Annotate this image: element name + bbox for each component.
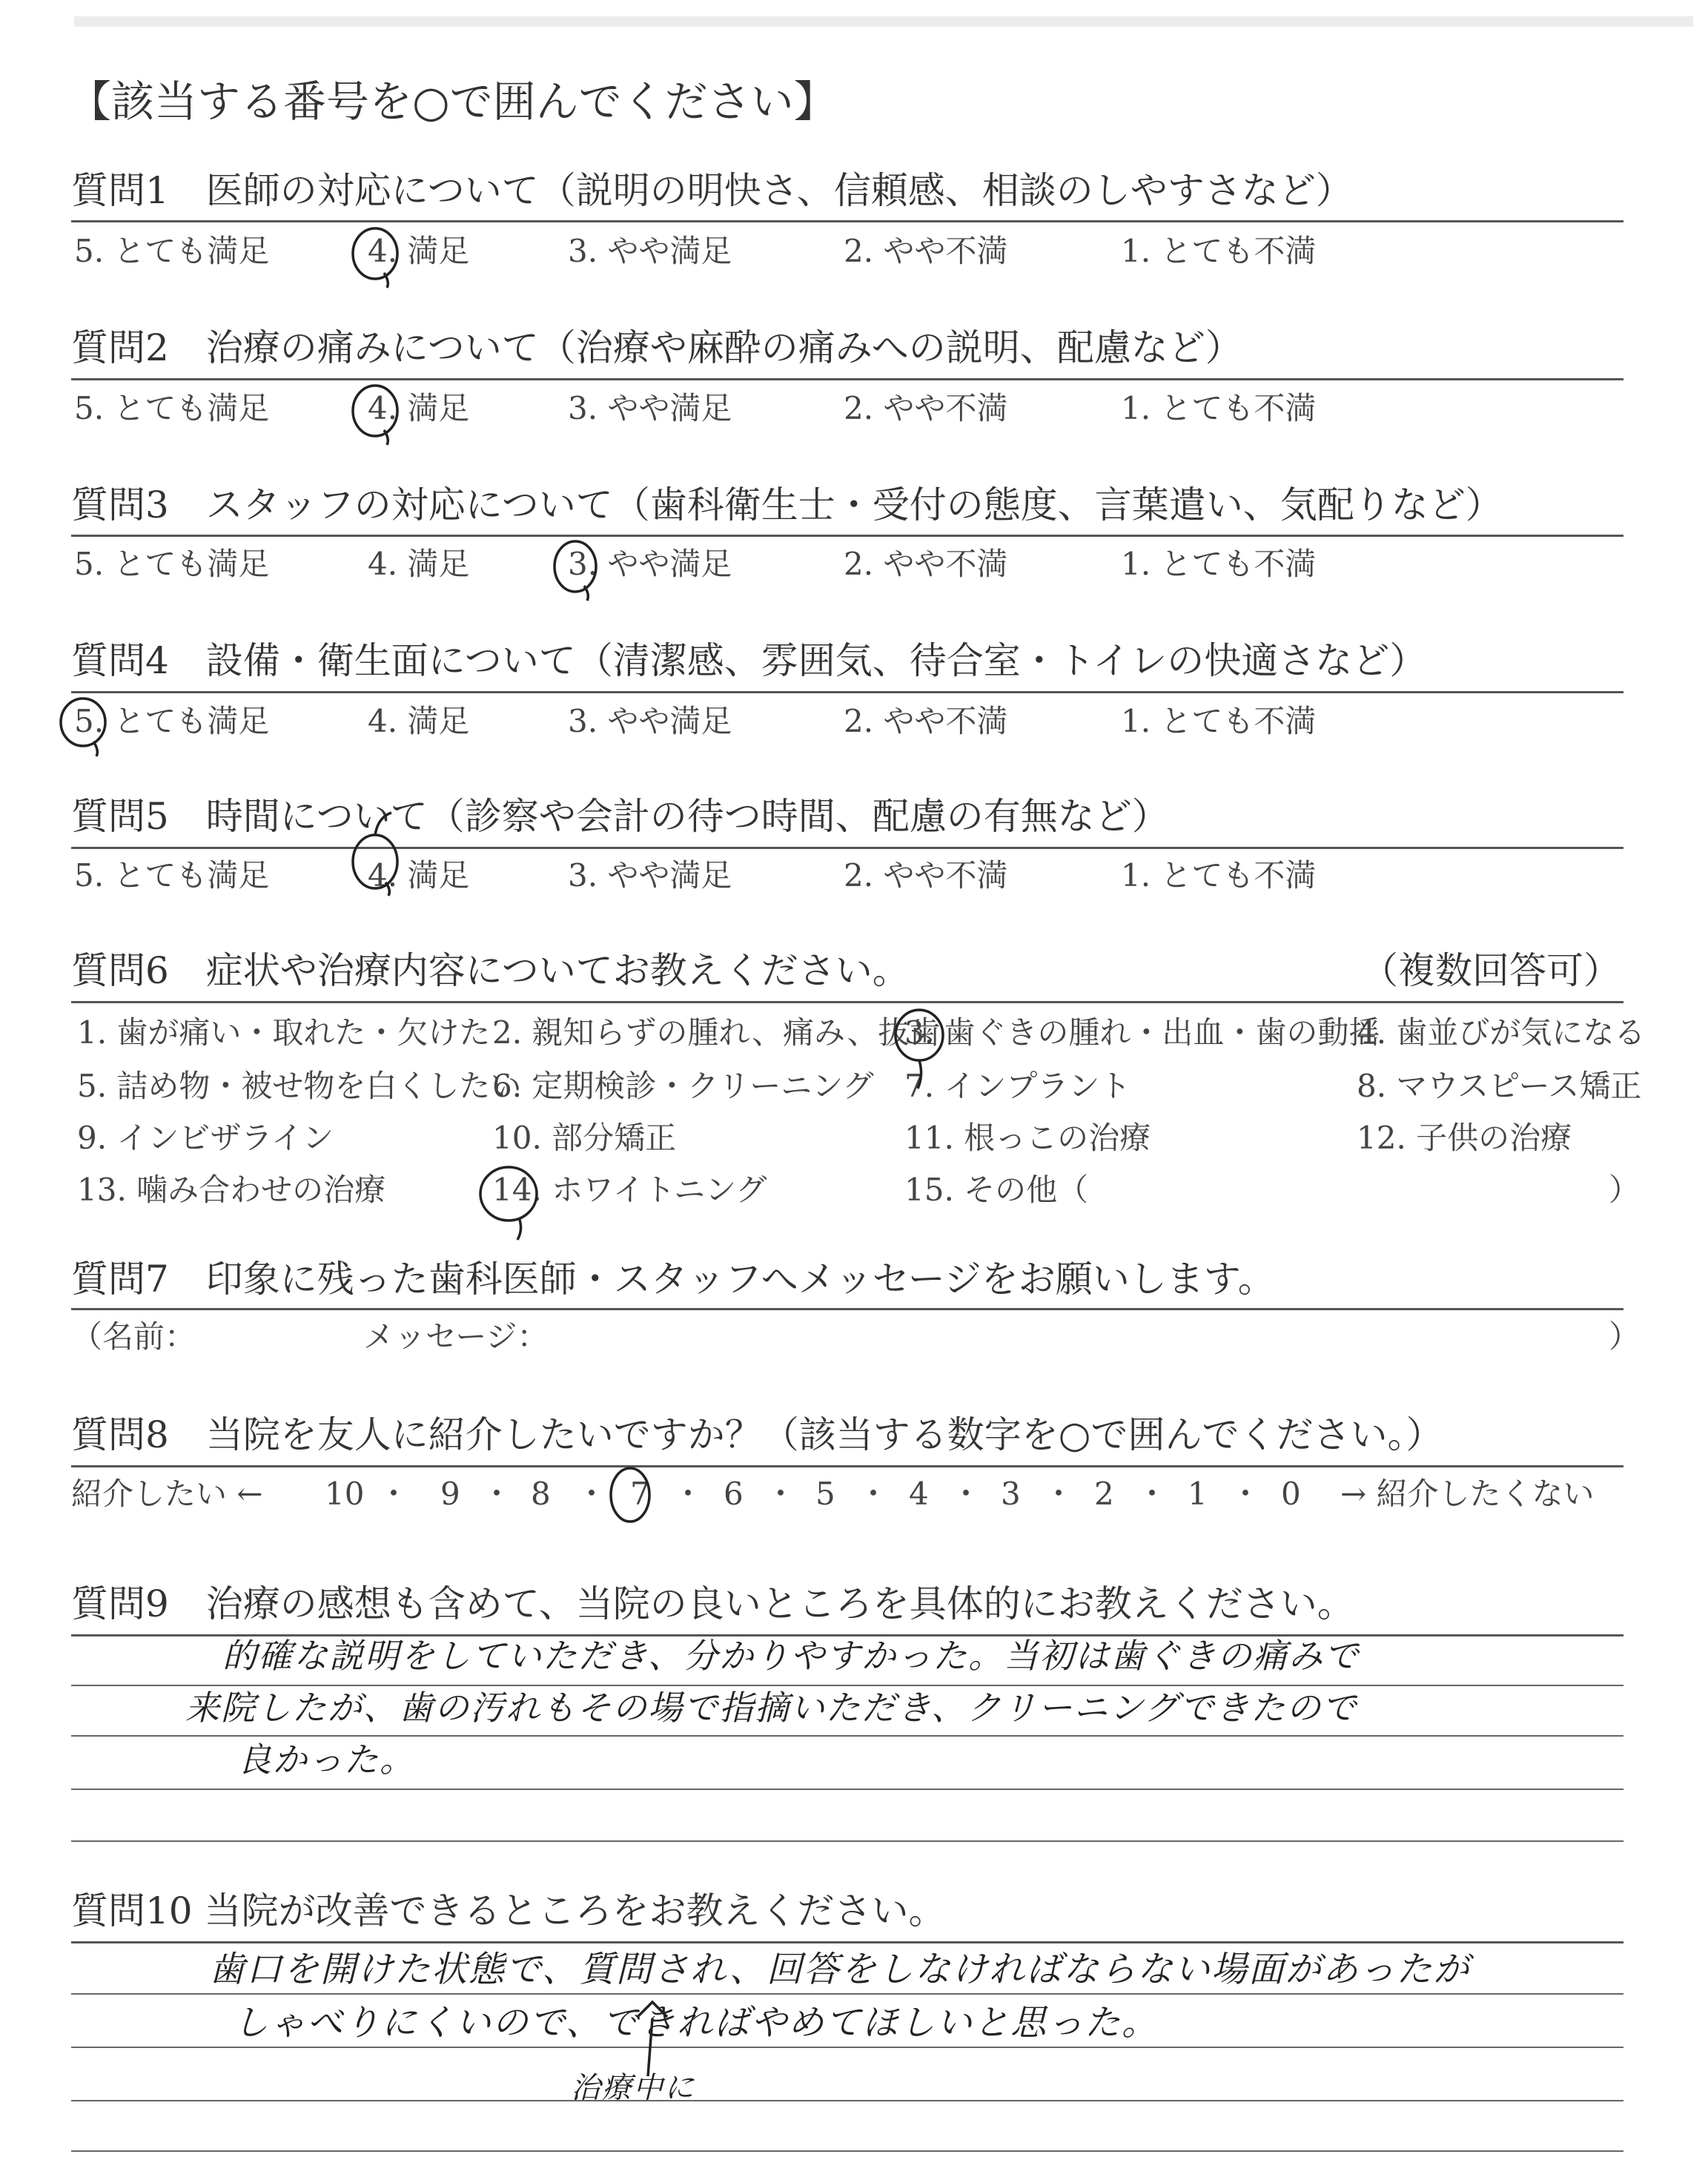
q7-close-paren: ） <box>1609 1318 1641 1355</box>
question-1-title: 質問1 医師の対応について（説明の明快さ、信頼感、相談のしやすさなど） <box>71 169 1353 212</box>
q9-answer-line-2: 来院したが、歯の汚れもその場で指摘いただき、クリーニングできたので <box>185 1688 1358 1728</box>
q6-option-4[interactable]: 4. 歯並びが気になる <box>1357 1014 1646 1051</box>
question-10-rule <box>71 1941 1623 1943</box>
q8-scale-7[interactable]: 7 <box>630 1476 650 1512</box>
q8-scale-9[interactable]: 9 <box>440 1476 460 1512</box>
q8-scale-separator: ・ <box>858 1476 890 1512</box>
q5-option-2[interactable]: 2. やや不満 <box>844 857 1008 894</box>
q8-scale-separator: ・ <box>950 1476 982 1512</box>
question-2-rule <box>71 378 1623 380</box>
q2-option-1[interactable]: 1. とても不満 <box>1121 390 1317 426</box>
q4-option-3[interactable]: 3. やや満足 <box>568 703 732 739</box>
q6-option-11[interactable]: 11. 根っこの治療 <box>904 1120 1151 1156</box>
q2-option-3[interactable]: 3. やや満足 <box>568 390 732 426</box>
q8-scale-separator: ・ <box>1136 1476 1168 1512</box>
q6-option-5[interactable]: 5. 詰め物・被せ物を白くしたい <box>77 1068 522 1104</box>
question-6-multiple-note: （複数回答可） <box>1361 949 1621 992</box>
q8-scale-separator: ・ <box>1230 1476 1262 1512</box>
q9-write-line-2 <box>71 1735 1623 1737</box>
q8-scale-separator: ・ <box>765 1476 797 1512</box>
q5-option-4[interactable]: 4. 満足 <box>368 857 470 894</box>
q8-scale-1[interactable]: 1 <box>1188 1476 1208 1512</box>
q8-right-label: → 紹介したくない <box>1340 1476 1595 1512</box>
question-5-rule <box>71 847 1623 849</box>
question-3-rule <box>71 535 1623 537</box>
q6-option-8[interactable]: 8. マウスピース矯正 <box>1357 1068 1642 1104</box>
q9-write-line-3 <box>71 1789 1623 1790</box>
q6-option-13[interactable]: 13. 噛み合わせの治療 <box>77 1172 386 1208</box>
q8-scale-3[interactable]: 3 <box>1001 1476 1021 1512</box>
q5-option-3[interactable]: 3. やや満足 <box>568 857 732 894</box>
q10-answer-line-1: 歯口を開けた状態で、質問され、回答をしなければならない場面があったが <box>209 1949 1471 1990</box>
q6-other-close-paren: ） <box>1609 1172 1641 1208</box>
q6-option-6[interactable]: 6. 定期検診・クリーニング <box>492 1068 874 1104</box>
q5-option-5[interactable]: 5. とても満足 <box>74 857 270 894</box>
q6-option-3[interactable]: 3. 歯ぐきの腫れ・出血・歯の動揺 <box>904 1014 1380 1051</box>
q8-scale-separator: ・ <box>378 1476 410 1512</box>
q6-option-7[interactable]: 7. インプラント <box>904 1068 1131 1104</box>
q9-write-line-4 <box>71 1840 1623 1842</box>
q4-option-1[interactable]: 1. とても不満 <box>1121 703 1317 739</box>
q8-scale-separator: ・ <box>576 1476 608 1512</box>
q1-option-4[interactable]: 4. 満足 <box>368 233 470 269</box>
q8-left-label: 紹介したい ← <box>71 1476 263 1512</box>
q1-option-2[interactable]: 2. やや不満 <box>844 233 1008 269</box>
page-header: 【該当する番号を○で囲んでください】 <box>68 76 837 127</box>
q8-scale-10[interactable]: 10 <box>325 1476 365 1512</box>
q8-scale-8[interactable]: 8 <box>531 1476 551 1512</box>
q10-answer-line-2: しゃべりにくいので、できればやめてほしいと思った。 <box>233 2002 1159 2044</box>
question-4-title: 質問4 設備・衛生面について（清潔感、雰囲気、待合室・トイレの快適さなど） <box>71 639 1427 682</box>
q6-option-2[interactable]: 2. 親知らずの腫れ、痛み、抜歯 <box>492 1014 941 1051</box>
question-8-title: 質問8 当院を友人に紹介したいですか？（該当する数字を○で囲んでください。） <box>71 1413 1443 1456</box>
q6-option-10[interactable]: 10. 部分矯正 <box>492 1120 677 1156</box>
question-8-rule <box>71 1465 1623 1467</box>
q4-option-2[interactable]: 2. やや不満 <box>844 703 1008 739</box>
q4-option-5[interactable]: 5. とても満足 <box>74 703 270 739</box>
question-10-title: 質問10 当院が改善できるところをお教えください。 <box>71 1889 946 1932</box>
question-6-title: 質問6 症状や治療内容についてお教えください。 <box>71 949 910 992</box>
q9-answer-line-3: 良かった。 <box>237 1740 415 1780</box>
q8-scale-4[interactable]: 4 <box>909 1476 929 1512</box>
q3-option-5[interactable]: 5. とても満足 <box>74 546 270 582</box>
q6-option-12[interactable]: 12. 子供の治療 <box>1357 1120 1572 1156</box>
q2-option-4[interactable]: 4. 満足 <box>368 390 470 426</box>
q8-scale-0[interactable]: 0 <box>1281 1476 1301 1512</box>
q8-scale-6[interactable]: 6 <box>724 1476 744 1512</box>
q1-option-1[interactable]: 1. とても不満 <box>1121 233 1317 269</box>
question-1-rule <box>71 220 1623 222</box>
question-2-title: 質問2 治療の痛みについて（治療や麻酔の痛みへの説明、配慮など） <box>71 326 1242 369</box>
q6-option-9[interactable]: 9. インビザライン <box>77 1120 334 1156</box>
question-9-title: 質問9 治療の感想も含めて、当院の良いところを具体的にお教えください。 <box>71 1582 1354 1625</box>
q8-scale-separator: ・ <box>481 1476 513 1512</box>
q8-scale-5[interactable]: 5 <box>815 1476 835 1512</box>
scan-edge <box>74 16 1693 27</box>
q5-option-1[interactable]: 1. とても不満 <box>1121 857 1317 894</box>
q1-option-5[interactable]: 5. とても満足 <box>74 233 270 269</box>
question-5-title: 質問5 時間について（診察や会計の待つ時間、配慮の有無など） <box>71 795 1169 838</box>
q3-option-1[interactable]: 1. とても不満 <box>1121 546 1317 582</box>
q2-option-5[interactable]: 5. とても満足 <box>74 390 270 426</box>
q9-write-line-1 <box>71 1685 1623 1686</box>
q8-scale-separator: ・ <box>672 1476 704 1512</box>
q3-option-4[interactable]: 4. 満足 <box>368 546 470 582</box>
q7-message-label: メッセージ： <box>363 1318 549 1355</box>
q6-option-15[interactable]: 15. その他（ <box>904 1172 1089 1208</box>
q3-option-2[interactable]: 2. やや不満 <box>844 546 1008 582</box>
question-4-rule <box>71 691 1623 693</box>
q2-option-2[interactable]: 2. やや不満 <box>844 390 1008 426</box>
q10-insert-note: 治療中に <box>571 2071 695 2105</box>
q6-option-14[interactable]: 14. ホワイトニング <box>492 1172 767 1208</box>
q3-option-3[interactable]: 3. やや満足 <box>568 546 732 582</box>
q6-option-1[interactable]: 1. 歯が痛い・取れた・欠けた <box>77 1014 491 1051</box>
question-6-rule <box>71 1001 1623 1003</box>
q9-answer-line-1: 的確な説明をしていただき、分かりやすかった。当初は歯ぐきの痛みで <box>222 1636 1360 1676</box>
q10-write-line-1 <box>71 1993 1623 1995</box>
q8-scale-2[interactable]: 2 <box>1094 1476 1114 1512</box>
question-7-rule <box>71 1308 1623 1310</box>
q10-write-line-4 <box>71 2150 1623 2152</box>
q4-option-4[interactable]: 4. 満足 <box>368 703 470 739</box>
question-7-title: 質問7 印象に残った歯科医師・スタッフへメッセージをお願いします。 <box>71 1258 1275 1301</box>
q8-scale-separator: ・ <box>1043 1476 1075 1512</box>
q1-option-3[interactable]: 3. やや満足 <box>568 233 732 269</box>
q7-name-label: （名前： <box>71 1318 196 1355</box>
q10-write-line-2 <box>71 2047 1623 2048</box>
question-3-title: 質問3 スタッフの対応について（歯科衛生士・受付の態度、言葉遣い、気配りなど） <box>71 483 1503 526</box>
q10-write-line-3 <box>71 2100 1623 2101</box>
